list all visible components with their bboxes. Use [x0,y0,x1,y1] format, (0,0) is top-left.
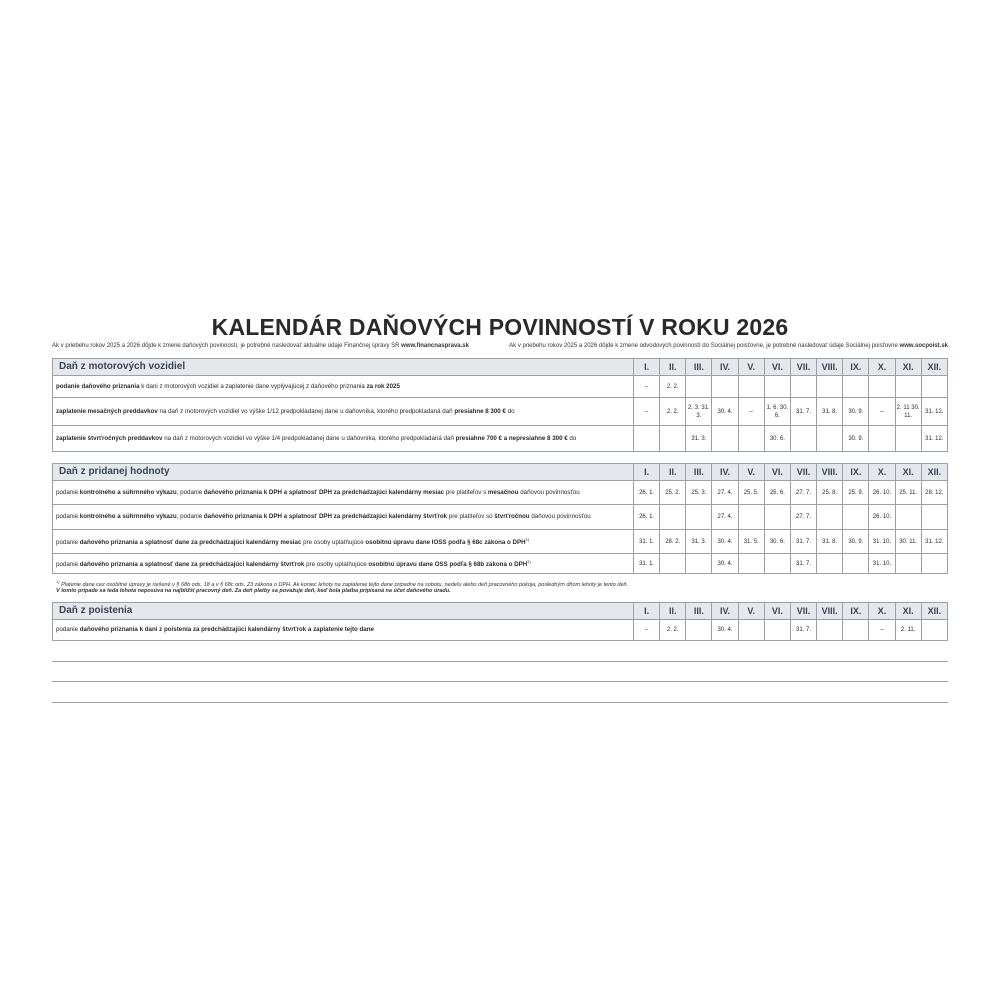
date-cell [764,376,790,398]
month-header: X. [869,464,895,481]
month-header: IX. [843,359,869,376]
date-cell [712,426,738,452]
month-header: VI. [764,464,790,481]
date-cell [869,426,895,452]
table-row [53,620,948,641]
month-header: V. [738,603,764,620]
note-financial-admin [52,343,469,349]
row-description: podanie daňového priznania k dani z poistenia za predchádzajúci kalendárny štvrťrok a zaplatenie tejto dane [53,620,634,641]
date-cell [764,505,790,530]
date-cell: 30. 6. [764,530,790,554]
month-header: XI. [895,464,921,481]
date-cell: 25. 5. [738,481,764,505]
date-cell: 31. 1. [634,530,660,554]
month-header: II. [660,464,686,481]
month-header: X. [869,359,895,376]
date-cell: 25. 8. [817,481,843,505]
date-cell: 30. 11. [895,530,921,554]
header-row [53,464,948,481]
date-cell [634,426,660,452]
date-cell: 31. 10. [869,530,895,554]
date-cell: 31. 8. [817,530,843,554]
page-title: KALENDÁR DAŇOVÝCH POVINNOSTÍ V ROKU 2026 [211,314,789,340]
date-cell [686,554,712,574]
date-cell [817,554,843,574]
section-title-motor: Daň z motorových vozidiel [53,359,634,376]
date-cell [712,376,738,398]
date-cell [921,376,947,398]
date-cell: 25. 3. [686,481,712,505]
date-cell [895,426,921,452]
month-header: VI. [764,603,790,620]
month-header: I. [634,464,660,481]
table-insurance-tax [52,602,948,641]
notes-bar [52,343,948,355]
date-cell: 2. 2. [660,398,686,426]
section-title-vat: Daň z pridanej hodnoty [53,464,634,481]
financnasprava-link[interactable]: www.financnasprava.sk [401,343,469,349]
date-cell: 2. 3. 31. 3. [686,398,712,426]
date-cell [738,554,764,574]
table-row [53,554,948,574]
month-header: II. [660,603,686,620]
row-description: podanie kontrolného a súhrnného výkazu, podanie daňového priznania k DPH a splatnosť DPH za predchádzajúci kalendárny štvrťrok pre platiteľov so štvrťročnou daňovou povinnosťou [53,505,634,530]
note-right-text: Ak v priebehu rokov 2025 a 2026 dôjde k zmene odvodových povinností do Sociálnej poisťovne, je potrebné nasledovať údaje Sociálnej poisťovne [509,343,898,349]
month-header: II. [660,359,686,376]
date-cell: 25. 2. [660,481,686,505]
note-line [52,702,948,703]
date-cell [738,620,764,641]
month-header: I. [634,603,660,620]
date-cell [738,505,764,530]
month-header: VIII. [817,464,843,481]
footnote [56,579,936,594]
date-cell: 26. 1. [634,505,660,530]
note-line [52,661,948,662]
month-header: VII. [790,603,816,620]
month-header: XI. [895,603,921,620]
date-cell: – [634,376,660,398]
section-title-insurance: Daň z poistenia [53,603,634,620]
month-header: IV. [712,464,738,481]
row-description: podanie daňového priznania a splatnosť dane za predchádzajúci kalendárny štvrťrok pre osoby uplatňujúce osobitnú úpravu dane OSS podľa § 68b zákona o DPH$^{1)}$ [53,554,634,574]
table-motor-vehicle-tax [52,358,948,452]
date-cell [843,376,869,398]
date-cell: 31. 3. [686,530,712,554]
row-description: zaplatenie mesačných preddavkov na daň z motorových vozidiel vo výške 1/12 predpokladanej dane u daňovníka, ktorého predpokladaná daň presiahne 8 300 € do [53,398,634,426]
date-cell [738,426,764,452]
date-cell: 1. 6. 30. 6. [764,398,790,426]
row-description: zaplatenie štvrťročných preddavkov na daň z motorových vozidiel vo výške 1/4 predpokladanej dane u daňovníka, ktorého predpokladaná daň presiahne 700 € a nepresiahne 8 300 € do [53,426,634,452]
date-cell: 27. 4. [712,481,738,505]
table-row [53,426,948,452]
date-cell [921,505,947,530]
month-header: XI. [895,359,921,376]
table-row [53,505,948,530]
date-cell: 30. 4. [712,398,738,426]
note-left-text: Ak v priebehu rokov 2025 a 2026 dôjde k zmene daňových povinností, je potrebné nasledovať aktuálne údaje Finančnej správy SR [52,343,400,349]
month-header: III. [686,603,712,620]
footnote-line-2: V tomto prípade sa teda lehota neposúva na najbližší pracovný deň. Za deň platby sa považuje deň, keď bola platba pripísaná na účet daňového úradu. [56,587,451,594]
date-cell: 31. 1. [634,554,660,574]
date-cell: 26. 10. [869,481,895,505]
month-header: X. [869,603,895,620]
month-header: XII. [921,603,947,620]
date-cell: – [869,620,895,641]
date-cell: 31. 12. [921,426,947,452]
date-cell: 25. 9. [843,481,869,505]
table-row [53,376,948,398]
date-cell [764,554,790,574]
month-header: XII. [921,464,947,481]
date-cell: 28. 12. [921,481,947,505]
date-cell [764,620,790,641]
header-row [53,603,948,620]
month-header: VIII. [817,359,843,376]
date-cell: 27. 7. [790,505,816,530]
month-header: VIII. [817,603,843,620]
date-cell [790,376,816,398]
date-cell: 26. 1. [634,481,660,505]
socpoist-link[interactable]: www.socpoist.sk [899,343,948,349]
date-cell: 28. 2. [660,530,686,554]
date-cell [921,554,947,574]
date-cell [895,376,921,398]
date-cell: 27. 4. [712,505,738,530]
date-cell: – [634,398,660,426]
date-cell: 31. 7. [790,530,816,554]
date-cell [869,376,895,398]
date-cell: 2. 11. [895,620,921,641]
date-cell: 30. 9. [843,426,869,452]
month-header: V. [738,464,764,481]
month-header: IX. [843,464,869,481]
date-cell: 27. 7. [790,481,816,505]
date-cell: 31. 10. [869,554,895,574]
month-header: VII. [790,359,816,376]
month-header: VII. [790,464,816,481]
date-cell [921,620,947,641]
date-cell: 31. 7. [790,620,816,641]
row-description: podanie kontrolného a súhrnného výkazu, podanie daňového priznania k DPH a splatnosť DPH za predchádzajúci kalendárny mesiac pre platiteľov s mesačnou daňovou povinnosťou [53,481,634,505]
month-header: IV. [712,359,738,376]
date-cell: 30. 9. [843,398,869,426]
date-cell [843,505,869,530]
row-description: podanie daňového priznania k dani z motorových vozidiel a zaplatenie dane vyplývajúcej z daňového priznania za rok 2025 [53,376,634,398]
date-cell [817,620,843,641]
date-cell: 2. 2. [660,620,686,641]
table-row [53,398,948,426]
date-cell: 26. 10. [869,505,895,530]
date-cell: – [634,620,660,641]
date-cell [843,554,869,574]
date-cell: 30. 6. [764,426,790,452]
date-cell: 31. 8. [817,398,843,426]
date-cell: 31. 5. [738,530,764,554]
date-cell [895,505,921,530]
row-description: podanie daňového priznania a splatnosť dane za predchádzajúci kalendárny mesiac pre osoby uplatňujúce osobitnú úpravu dane IOSS podľa § 68c zákona o DPH$^{1)}$ [53,530,634,554]
date-cell [817,376,843,398]
date-cell [686,505,712,530]
footnote-line-1: $^{1)}$ Platenie dane cez osobitné úpravy je riešené v § 68b ods. 18 a v § 68c ods. 23 zákona o DPH. Ak koniec lehoty na zaplatenie tejto dane pripadne na sobotu, nedeľu alebo deň pracovného pokoja, posledným dňom lehoty je tento deň. [56,579,629,588]
date-cell [790,426,816,452]
month-header: IX. [843,603,869,620]
month-header: III. [686,359,712,376]
date-cell: 30. 9. [843,530,869,554]
date-cell: 30. 4. [712,554,738,574]
note-social-insurance [509,343,948,349]
date-cell [817,505,843,530]
date-cell: – [738,398,764,426]
date-cell: 31. 12. [921,530,947,554]
date-cell [686,376,712,398]
date-cell: 2. 11 30. 11. [895,398,921,426]
date-cell: 31. 7. [790,398,816,426]
note-line [52,681,948,682]
date-cell: 30. 4. [712,620,738,641]
date-cell: 30. 4. [712,530,738,554]
date-cell [817,426,843,452]
date-cell: – [869,398,895,426]
month-header: I. [634,359,660,376]
date-cell [660,426,686,452]
date-cell: 31. 7. [790,554,816,574]
month-header: XII. [921,359,947,376]
table-row [53,530,948,554]
date-cell: 31. 12. [921,398,947,426]
date-cell [895,554,921,574]
header-row [53,359,948,376]
date-cell [738,376,764,398]
date-cell: 31. 3. [686,426,712,452]
table-row [53,481,948,505]
date-cell: 25. 6. [764,481,790,505]
date-cell: 2. 2. [660,376,686,398]
month-header: IV. [712,603,738,620]
date-cell [660,505,686,530]
month-header: III. [686,464,712,481]
month-header: VI. [764,359,790,376]
date-cell [660,554,686,574]
date-cell [686,620,712,641]
month-header: V. [738,359,764,376]
date-cell: 25. 11. [895,481,921,505]
date-cell [843,620,869,641]
table-vat [52,463,948,574]
